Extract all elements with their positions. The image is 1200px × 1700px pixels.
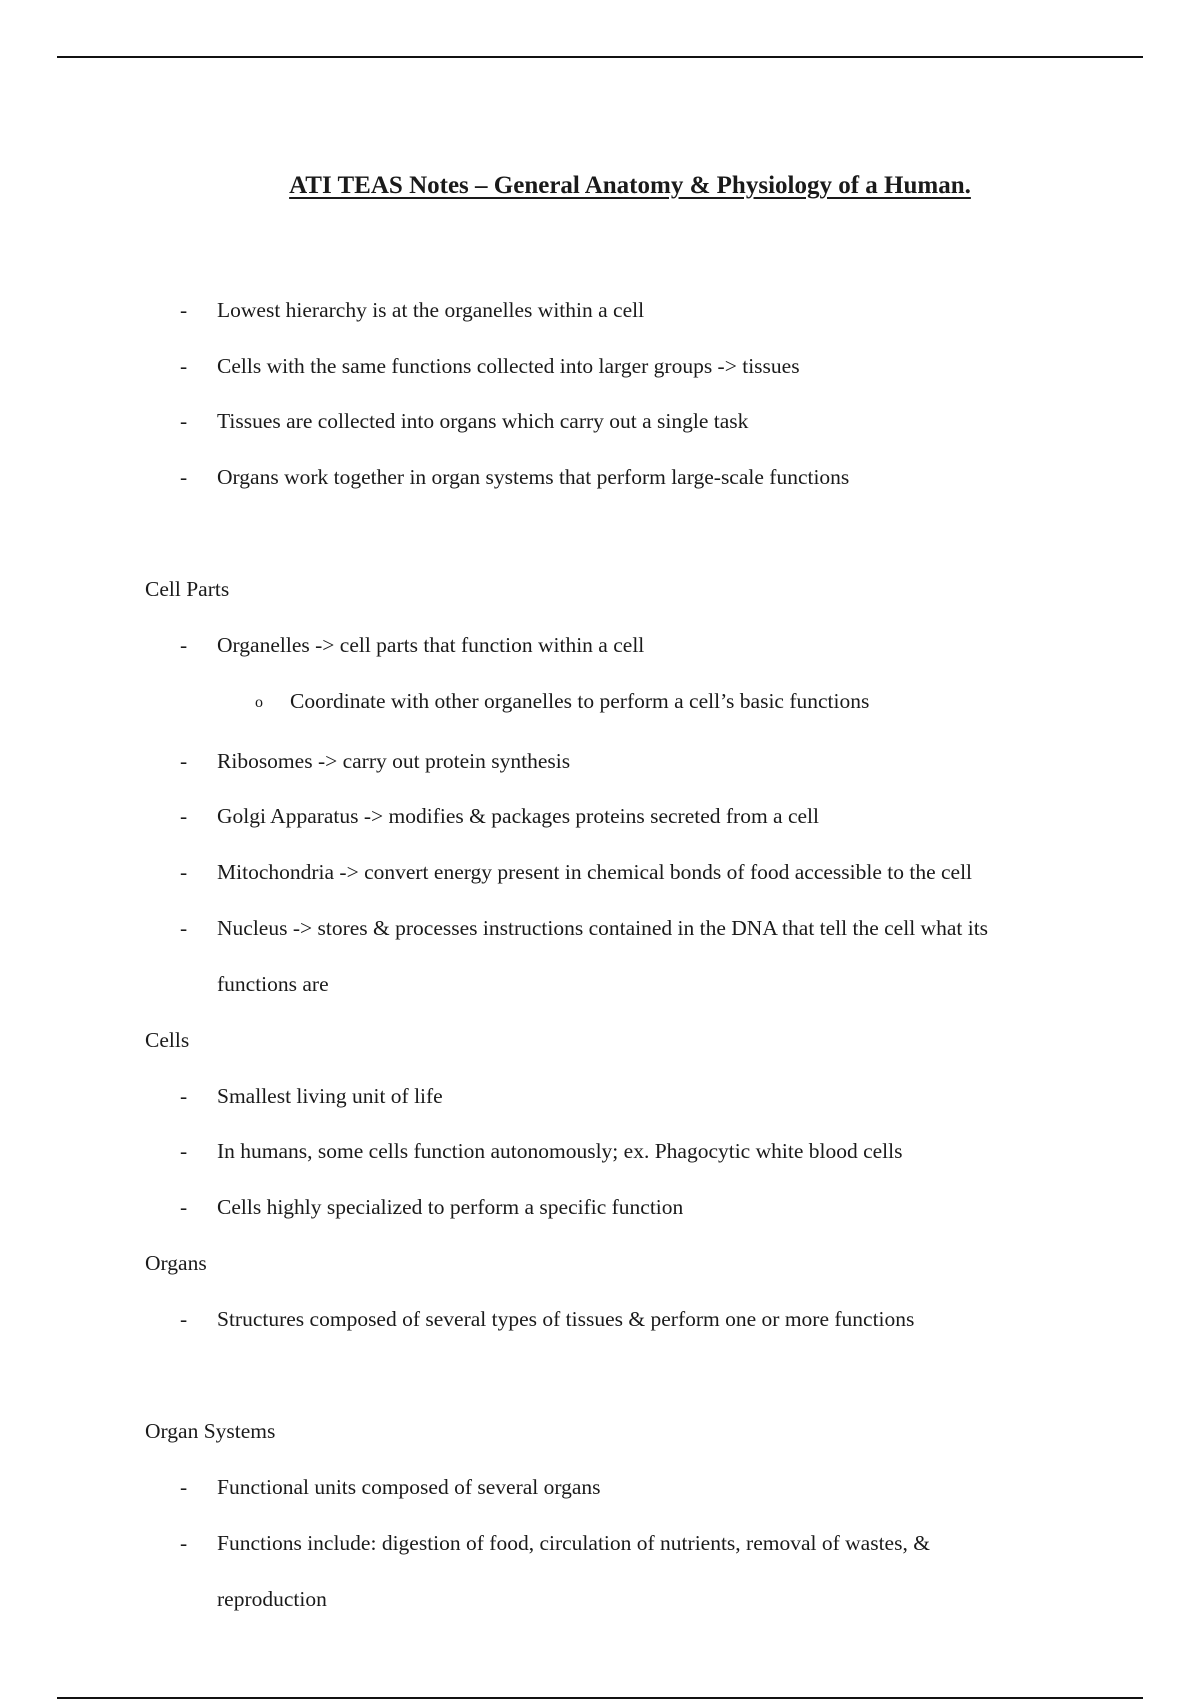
list-item: In humans, some cells function autonomously; ex. Phagocytic white blood cells [217,1139,903,1163]
section-heading-cells: Cells [145,1028,190,1052]
bottom-rule [57,1697,1143,1699]
bullet-marker: - [180,633,188,657]
section-heading-organs: Organs [145,1251,207,1275]
list-item: Golgi Apparatus -> modifies & packages proteins secreted from a cell [217,804,819,828]
list-item-continuation: reproduction [217,1587,327,1611]
bullet-marker: - [180,409,188,433]
bullet-marker: - [180,354,188,378]
list-item: Tissues are collected into organs which carry out a single task [217,409,749,433]
bullet-marker: - [180,1139,188,1163]
list-item: Mitochondria -> convert energy present in chemical bonds of food accessible to the cell [217,860,973,884]
list-item: Organs work together in organ systems that perform large-scale functions [217,465,850,489]
list-item: Smallest living unit of life [217,1084,443,1108]
bullet-marker: - [180,804,188,828]
section-heading-cell-parts: Cell Parts [145,577,230,601]
bullet-marker: - [180,749,188,773]
list-item: Functional units composed of several organs [217,1475,601,1499]
document-title: ATI TEAS Notes – General Anatomy & Physiology of a Human. [289,172,971,199]
section-heading-organ-systems: Organ Systems [145,1419,276,1443]
bullet-marker: - [180,465,188,489]
bullet-marker: - [180,298,188,322]
list-item: Lowest hierarchy is at the organelles within a cell [217,298,645,322]
bullet-marker: - [180,916,188,940]
list-item-continuation: functions are [217,972,329,996]
top-rule [57,56,1143,58]
list-item: Nucleus -> stores & processes instructions contained in the DNA that tell the cell what its [217,916,989,940]
bullet-marker: - [180,1084,188,1108]
sub-bullet-marker: o [255,694,263,711]
list-item: Organelles -> cell parts that function within a cell [217,633,645,657]
bullet-marker: - [180,1307,188,1331]
list-item: Ribosomes -> carry out protein synthesis [217,749,571,773]
list-item: Cells highly specialized to perform a specific function [217,1195,684,1219]
sub-list-item: Coordinate with other organelles to perform a cell’s basic functions [290,689,870,713]
bullet-marker: - [180,860,188,884]
list-item: Cells with the same functions collected into larger groups -> tissues [217,354,800,378]
bullet-marker: - [180,1531,188,1555]
list-item: Functions include: digestion of food, circulation of nutrients, removal of wastes, & [217,1531,930,1555]
bullet-marker: - [180,1195,188,1219]
list-item: Structures composed of several types of tissues & perform one or more functions [217,1307,915,1331]
bullet-marker: - [180,1475,188,1499]
